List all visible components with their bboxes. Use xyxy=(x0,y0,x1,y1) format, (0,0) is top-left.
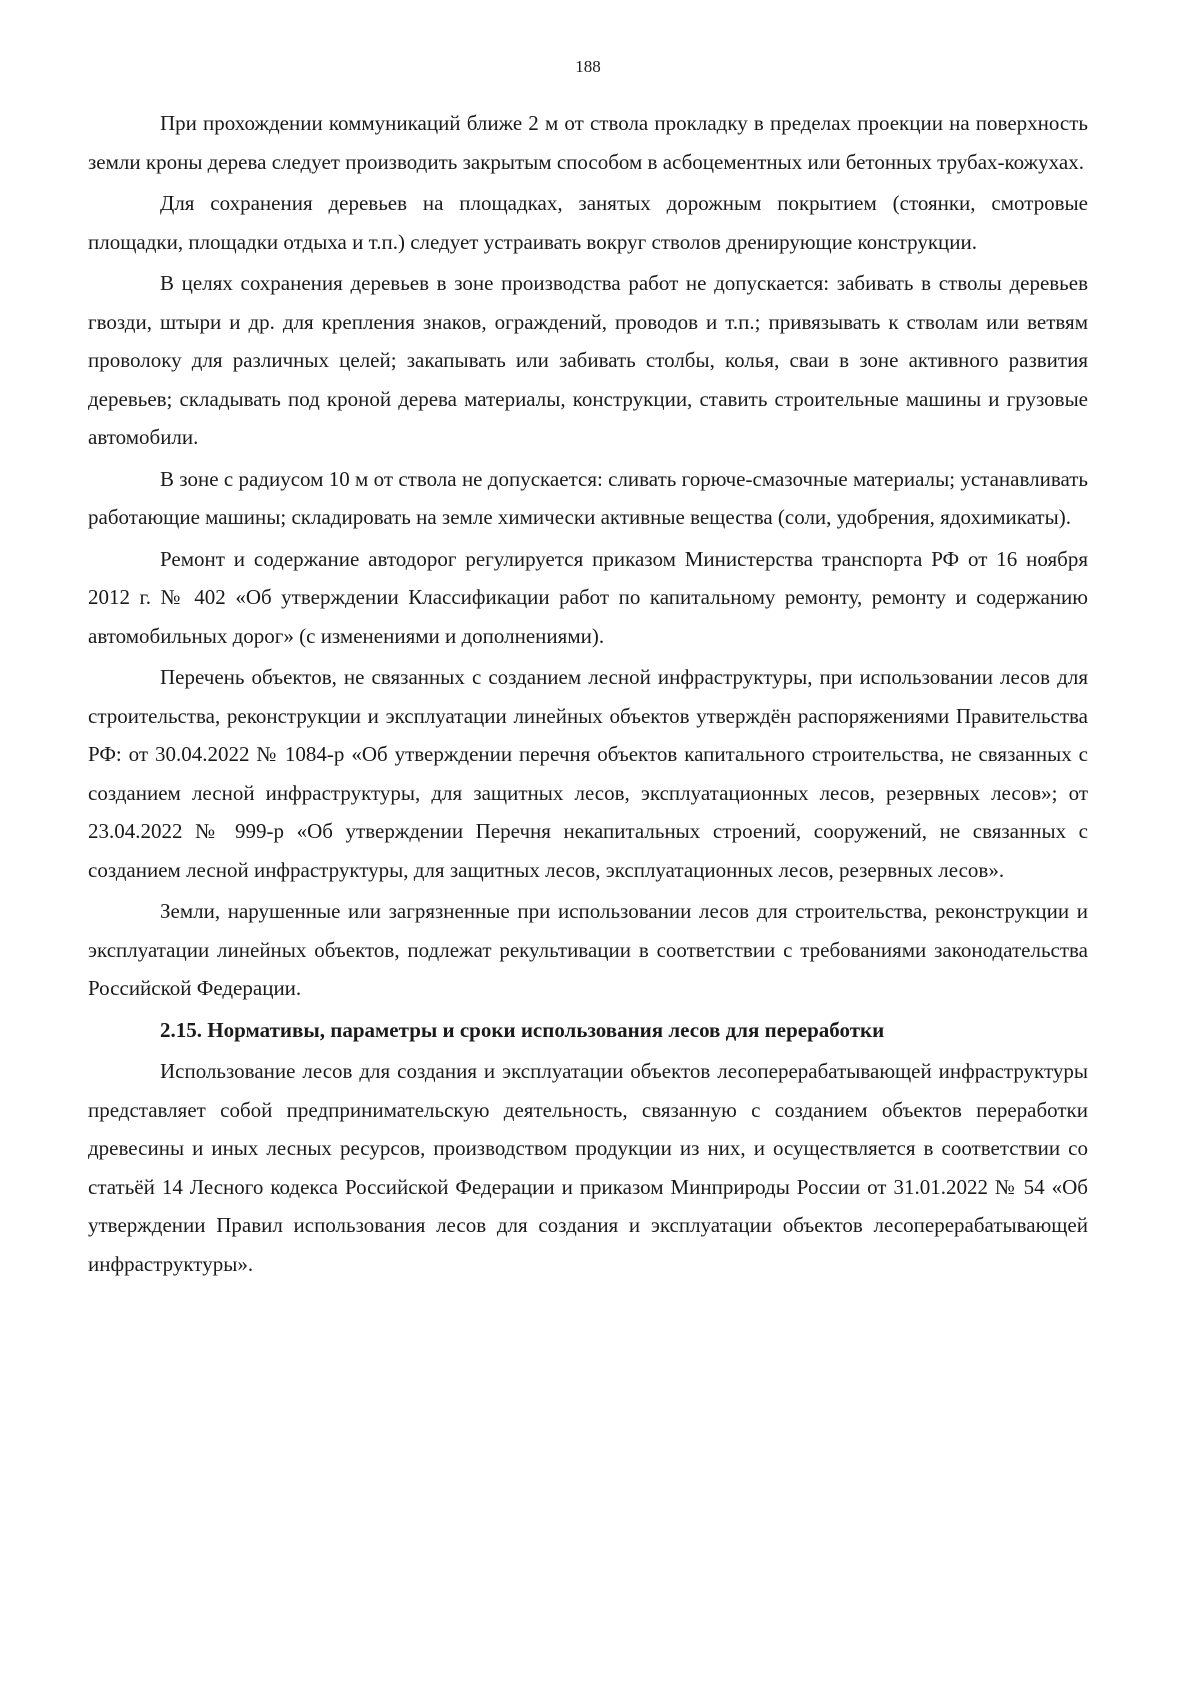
paragraph-work-zone: В целях сохранения деревьев в зоне производства работ не допускается: забивать в стволы деревьев гвозди, штыри и др. для крепления знаков, ограждений, проводов и т.п.; привязывать к стволам или ветвям проволоку для различных целей; закапывать или забивать столбы, колья, сваи в зоне активного развития деревьев; складывать под кроной дерева материалы, конструкции, ставить строительные машины и грузовые автомобили. xyxy=(88,271,1088,449)
paragraph-land-reclamation: Земли, нарушенные или загрязненные при использовании лесов для строительства, реконструкции и эксплуатации линейных объектов, подлежат рекультивации в соответствии с требованиями законодательства Российской Федерации. xyxy=(88,899,1088,1000)
paragraph-objects-list: Перечень объектов, не связанных с созданием лесной инфраструктуры, при использовании лесов для строительства, реконструкции и эксплуатации линейных объектов утверждён распоряжениями Правительства РФ: от 30.04.2022 № 1084-р «Об утверждении перечня объектов капитального строительства, не связанных с созданием лесной инфраструктуры, для защитных лесов, эксплуатационных лесов, резервных лесов»; от 23.04.2022 № 999-р «Об утверждении Перечня некапитальных строений, сооружений, не связанных с созданием лесной инфраструктуры, для защитных лесов, эксплуатационных лесов, резервных лесов». xyxy=(88,665,1088,882)
page-number: 188 xyxy=(575,57,601,76)
paragraph-processing-infrastructure: Использование лесов для создания и эксплуатации объектов лесоперерабатывающей инфраструктуры представляет собой предпринимательскую деятельность, связанную с созданием объектов переработки древесины и иных лесных ресурсов, производством продукции из них, и осуществляется в соответствии со статьёй 14 Лесного кодекса Российской Федерации и приказом Минприроды России от 31.01.2022 № 54 «Об утверждении Правил использования лесов для создания и эксплуатации объектов лесоперерабатывающей инфраструктуры». xyxy=(88,1059,1088,1276)
document-page xyxy=(88,52,1088,1286)
paragraph-communications: При прохождении коммуникаций ближе 2 м от ствола прокладку в пределах проекции на поверхность земли кроны дерева следует производить закрытым способом в асбоцементных или бетонных трубах-кожухах. xyxy=(88,111,1088,174)
paragraph-road-repair: Ремонт и содержание автодорог регулируется приказом Министерства транспорта РФ от 16 ноября 2012 г. № 402 «Об утверждении Классификации работ по капитальному ремонту, ремонту и содержанию автомобильных дорог» (с изменениями и дополнениями). xyxy=(88,546,1088,648)
paragraph-10m-radius: В зоне с радиусом 10 м от ствола не допускается: сливать горюче-смазочные материалы; устанавливать работающие машины; складировать на земле химически активные вещества (соли, удобрения, ядохимикаты). xyxy=(88,466,1088,529)
section-heading: 2.15. Нормативы, параметры и сроки использования лесов для переработки xyxy=(160,1017,885,1042)
paragraph-paved-areas: Для сохранения деревьев на площадках, занятых дорожным покрытием (стоянки, смотровые площадки, площадки отдыха и т.п.) следует устраивать вокруг стволов дренирующие конструкции. xyxy=(88,191,1088,254)
